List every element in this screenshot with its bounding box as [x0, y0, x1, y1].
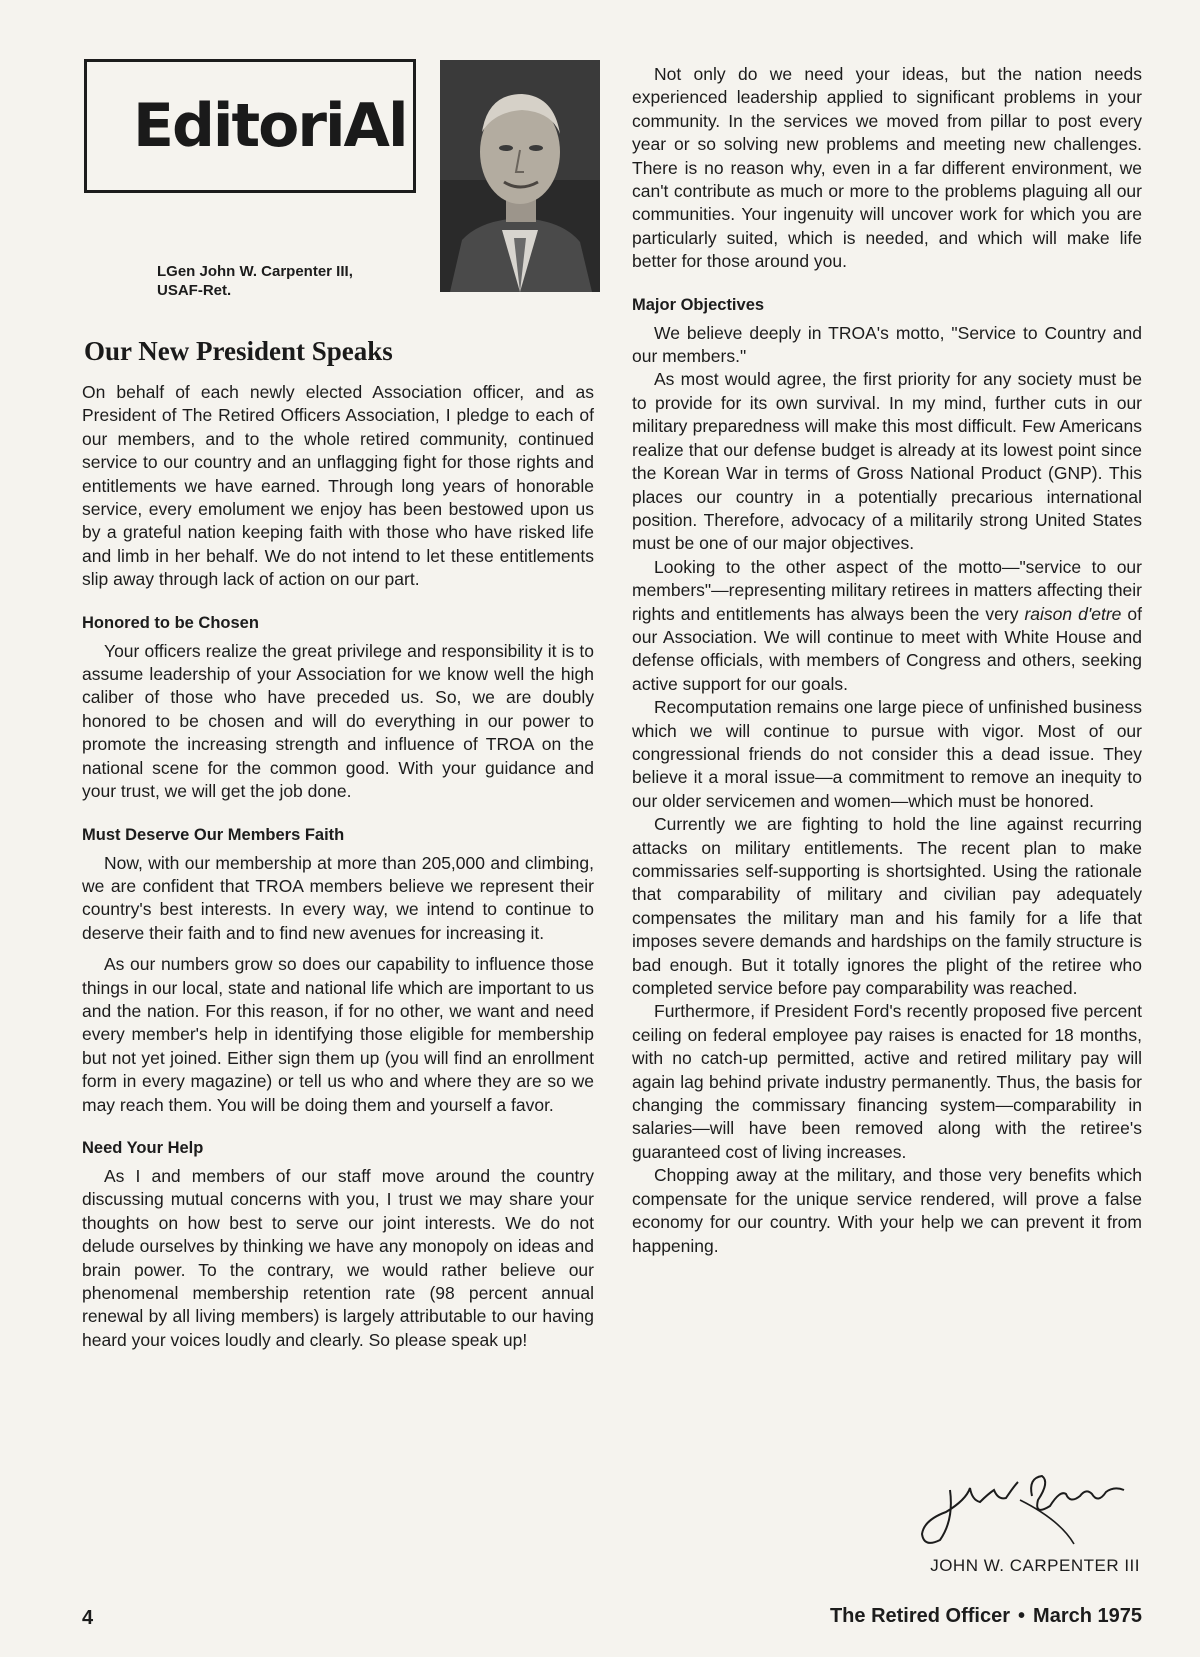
editorial-masthead: [84, 59, 416, 193]
publication-name: The Retired Officer: [829, 1605, 1011, 1627]
separator-bullet: •: [1018, 1605, 1026, 1627]
masthead-title: EditoriAl: [133, 91, 407, 161]
page-number: 4: [82, 1607, 94, 1629]
handwritten-signature: [910, 1460, 1140, 1550]
paragraph: Chopping away at the military, and those very benefits which compensate for the unique service rendered, will prove a false economy for our country. With your help we can prevent it from happening.: [632, 1165, 1142, 1256]
issue-date: March 1975: [1033, 1605, 1142, 1627]
article-title: Our New President Speaks: [84, 336, 393, 366]
paragraph: As most would agree, the first priority for any society must be to provide for its own survival. In my mind, further cuts in our military preparedness will make this most difficult. Few Americans realize that our defense budget is already at its lowest point since the Korean War in terms of Gross National Product (GNP). This places our country in a potentially precarious international position. Therefore, advocacy of a militarily strong United States must be one of our major objectives.: [632, 369, 1142, 554]
paragraph: Furthermore, if President Ford's recently proposed five percent ceiling on federal employee pay raises is enacted for 18 months, with no catch-up permitted, active and retired military pay will again lag behind private industry permanently. Thus, the basis for changing the commissary financing system—comparability in salaries—will have been removed along with the retiree's guaranteed cost of living increases.: [632, 1001, 1142, 1162]
italic-phrase: raison d'etre: [1024, 603, 1122, 624]
paragraph: As I and members of our staff move around the country discussing mutual concerns with you, I trust we may share your thoughts on how best to serve our joint interests. We do not delude ourselves by thinking we have any monopoly on ideas and brain power. To the contrary, we would rather believe our phenomenal membership retention rate (98 percent annual renewal by all living members) is largely attributable to our having heard your voices loudly and clearly. So please speak up!: [82, 1165, 594, 1350]
portrait-caption: [157, 262, 437, 300]
paragraph: We believe deeply in TROA's motto, "Service to Country and our members.": [632, 322, 1142, 367]
page-footer: [770, 1605, 1142, 1628]
section-heading-honored: Honored to be Chosen: [82, 613, 259, 632]
section-heading-members-faith: Must Deserve Our Members Faith: [82, 825, 345, 844]
paragraph: Your officers realize the great privilege and responsibility it is to assume leadership of your Association for we know well the high caliber of those who have preceded us. So, we are doubly honored to be chosen and will do everything in our power to promote the increasing strength and influence of TROA on the national scene for the common good. With your guidance and your trust, we will get the job done.: [82, 640, 594, 802]
paragraph: Currently we are fighting to hold the line against recurring attacks on military entitlements. The recent plan to make commissaries self-supporting is shortsighted. Using the rationale that comparability of military and civilian pay adequately compensates the military man and his family for a life that imposes severe demands and hardships on the family structure is bad enough. But it totally ignores the plight of the retiree who completed service before pay comparability was reached.: [632, 814, 1142, 999]
portrait-photo: [440, 60, 600, 292]
section-heading-need-help: Need Your Help: [82, 1138, 204, 1157]
paragraph: Not only do we need your ideas, but the nation needs experienced leadership applied to significant problems in your community. In the services we moved from pillar to post every year or so solving new problems and meeting new challenges. There is no reason why, even in a far different environment, we can't contribute as much or more to the problems plaguing all our communities. Your ingenuity will uncover work for which you are particularly suited, which is needed, and which will make life better for those around you.: [632, 64, 1142, 272]
left-column: [82, 335, 594, 1352]
paragraph: As our numbers grow so does our capability to influence those things in our local, state and national life which are important to us and the nation. For this reason, if for no other, we want and need every member's help in identifying those eligible for membership but not yet joined. Either sign them up (you will find an enrollment form in every magazine) or tell us who and where they are so we may reach them. You will be doing them and yourself a favor.: [82, 954, 594, 1115]
text-run: Looking to the other aspect of the motto—"service to our members"—representing military retirees in matters affecting their rights and entitlements has always been the very: [632, 556, 1142, 624]
paragraph: Now, with our membership at more than 205,000 and climbing, we are confident that TROA members believe we represent their country's best interests. In every way, we intend to continue to deserve their faith and to find new avenues for increasing it.: [82, 852, 594, 943]
caption-name: LGen John W. Carpenter III,: [157, 263, 353, 280]
text-run: of our Association. We will continue to meet with White House and defense officials, with members of Congress and others, seeking active support for our goals.: [632, 603, 1142, 694]
right-column: [632, 63, 1142, 1258]
section-heading-major-objectives: Major Objectives: [632, 295, 765, 314]
paragraph: Recomputation remains one large piece of unfinished business which we will continue to pursue with vigor. Most of our congressional friends do not consider this a dead issue. They believe it a moral issue—a commitment to remove an inequity to our older servicemen and women—which must be honored.: [632, 697, 1142, 811]
intro-paragraph: On behalf of each newly elected Association officer, and as President of The Retired Officers Association, I pledge to each of our members, and to the whole retired community, continued service to our country and an unflagging fight for those rights and entitlements we have earned. Through long years of honorable service, every emolument we enjoy has been bestowed upon us by a grateful nation keeping faith with those who have risked life and limb in her behalf. We do not intend to let these entitlements slip away through lack of action on our part.: [82, 382, 594, 590]
caption-rank: USAF-Ret.: [157, 282, 232, 299]
paragraph: [632, 556, 1142, 696]
signature-name: JOHN W. CARPENTER III: [930, 1556, 1140, 1575]
